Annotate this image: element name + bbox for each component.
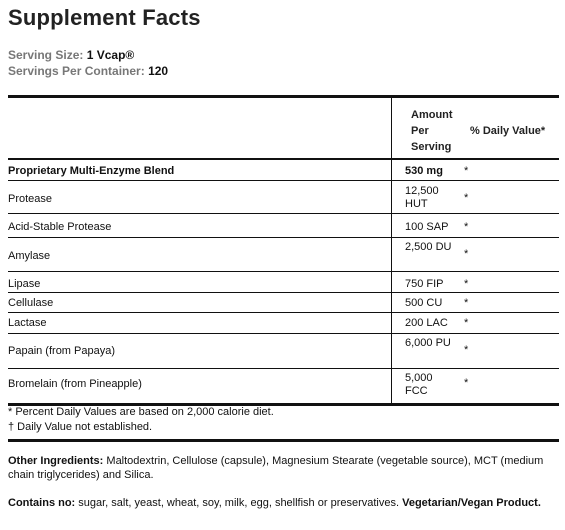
other-ingredients [8,454,556,482]
table-row [8,238,559,272]
row-dv: * [464,192,469,204]
row-name: Cellulase [8,297,54,309]
row-name: Amylase [8,250,51,262]
table-row [8,272,559,293]
servings-per-container-label: Servings Per Container: [8,64,145,78]
row-amount: 200 LAC [405,317,448,329]
table-row [8,334,559,369]
table-row [8,293,559,313]
row-amount: 500 CU [405,297,443,309]
top-rule [8,95,559,98]
row-amount: 12,500 HUT [405,185,439,210]
vegetarian-vegan-badge: Vegetarian/Vegan Product. [402,497,541,509]
row-dv: * [464,297,469,309]
row-dv: * [464,248,469,260]
servings-per-container [8,64,168,78]
row-name: Proprietary Multi-Enzyme Blend [8,165,175,177]
row-amount: 2,500 DU [405,241,452,253]
table-row [8,369,559,403]
row-amount: 750 FIP [405,278,444,290]
row-dv: * [464,278,469,290]
row-name: Lactase [8,317,47,329]
contains-no-label: Contains no: [8,497,76,509]
header-daily-value: % Daily Value* [470,125,546,137]
header-amount-per-serving: Amount Per Serving [411,109,453,153]
serving-size-value: 1 Vcap® [86,48,135,62]
table-row [8,160,559,181]
row-name: Protease [8,193,53,205]
row-dv: * [464,221,469,233]
table-row [8,181,559,214]
row-amount: 100 SAP [405,221,449,233]
row-amount: 530 mg [405,165,443,177]
row-name: Lipase [8,278,41,290]
footnote-rule [8,439,559,442]
footnote-dv-not-established: † Daily Value not established. [8,421,153,433]
serving-size-label: Serving Size: [8,48,84,62]
row-dv: * [464,165,469,177]
supplement-facts-title: Supplement Facts [8,5,201,30]
row-amount: 5,000 FCC [405,372,433,397]
serving-size [8,48,134,62]
row-dv: * [464,344,469,356]
table-row [8,214,559,238]
row-name: Papain (from Papaya) [8,345,115,357]
row-name: Bromelain (from Pineapple) [8,378,142,390]
servings-per-container-value: 120 [148,64,169,78]
table-row [8,313,559,334]
row-name: Acid-Stable Protease [8,221,112,233]
other-ingredients-text: Maltodextrin, Cellulose (capsule), Magnesium Stearate (vegetable source), MCT (medium chain triglycerides) and Silica. [8,455,544,481]
row-dv: * [464,317,469,329]
row-amount: 6,000 PU [405,337,451,349]
contains-no [8,496,556,510]
contains-no-text: sugar, salt, yeast, wheat, soy, milk, egg, shellfish or preservatives. [75,497,403,509]
row-dv: * [464,377,469,389]
other-ingredients-label: Other Ingredients: [8,455,104,467]
footnote-percent-dv: * Percent Daily Values are based on 2,000 calorie diet. [8,406,274,418]
